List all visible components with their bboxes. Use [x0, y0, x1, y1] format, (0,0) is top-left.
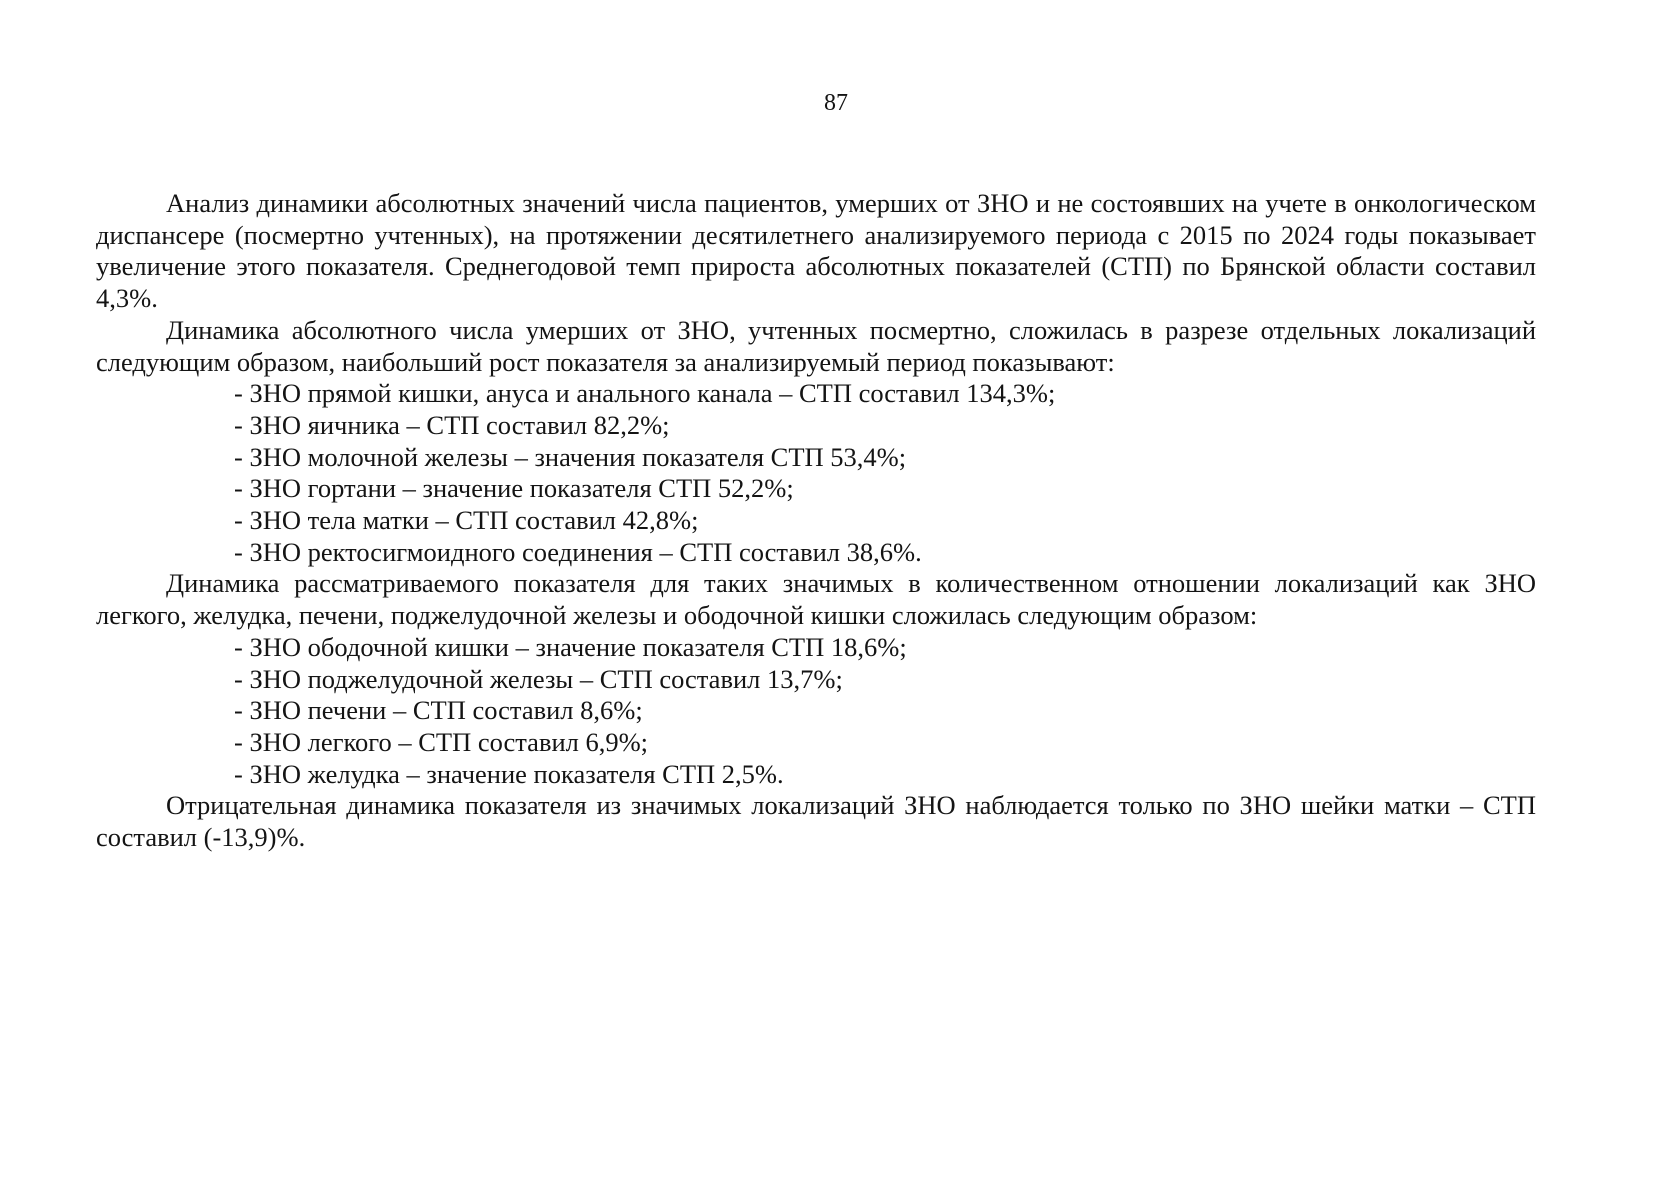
- list-item: - ЗНО молочной железы – значения показателя СТП 53,4%;: [234, 441, 907, 472]
- page-number: 87: [824, 90, 848, 116]
- list-item: - ЗНО тела матки – СТП составил 42,8%;: [234, 505, 699, 536]
- list-item: - ЗНО прямой кишки, ануса и анального канала – СТП составил 134,3%;: [234, 378, 1056, 409]
- list-highest-growth: [96, 378, 1536, 568]
- document-body: [96, 188, 1536, 854]
- list-item: - ЗНО ректосигмоидного соединения – СТП составил 38,6%.: [234, 536, 922, 567]
- list-item: - ЗНО желудка – значение показателя СТП 2,5%.: [234, 758, 784, 789]
- list-item: - ЗНО печени – СТП составил 8,6%;: [234, 695, 643, 726]
- paragraph-negative-dynamics: Отрицательная динамика показателя из значимых локализаций ЗНО наблюдается только по ЗНО шейки матки – СТП составил (-13,9)%.: [96, 790, 1536, 853]
- paragraph-significant-localizations: Динамика рассматриваемого показателя для таких значимых в количественном отношении локализаций как ЗНО легкого, желудка, печени, поджелудочной железы и ободочной кишки сложилась следующим образом:: [96, 568, 1536, 631]
- list-item: - ЗНО легкого – СТП составил 6,9%;: [234, 726, 649, 757]
- list-item: - ЗНО ободочной кишки – значение показателя СТП 18,6%;: [234, 631, 907, 662]
- list-item: - ЗНО гортани – значение показателя СТП 52,2%;: [234, 473, 794, 504]
- paragraph-localizations-intro: Динамика абсолютного числа умерших от ЗНО, учтенных посмертно, сложилась в разрезе отдельных локализаций следующим образом, наибольший рост показателя за анализируемый период показывают:: [96, 314, 1536, 377]
- list-significant-localizations: [96, 632, 1536, 791]
- list-item: - ЗНО яичника – СТП составил 82,2%;: [234, 409, 670, 440]
- list-item: - ЗНО поджелудочной железы – СТП составил 13,7%;: [234, 663, 843, 694]
- paragraph-dynamics-summary: Анализ динамики абсолютных значений числа пациентов, умерших от ЗНО и не состоявших на учете в онкологическом диспансере (посмертно учтенных), на протяжении десятилетнего анализируемого периода с 2015 по 2024 годы показывает увеличение этого показателя. Среднегодовой темп прироста абсолютных показателей (СТП) по Брянской области составил 4,3%.: [96, 188, 1536, 314]
